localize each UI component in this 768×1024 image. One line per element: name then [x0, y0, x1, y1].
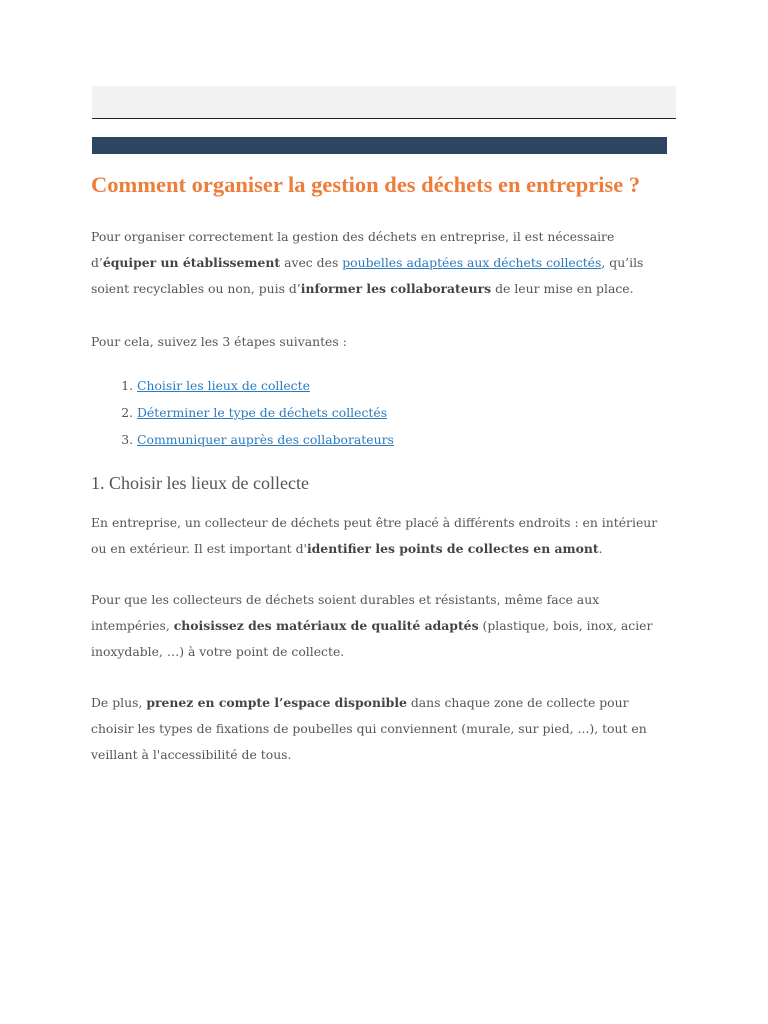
steps-list [91, 372, 675, 453]
article-title: Comment organiser la gestion des déchets en entreprise ? [91, 172, 641, 197]
s1p3-text-2: dans chaque zone de collecte pour choisir les types de fixations de poubelles qui conviennent (murale, sur pied, ...), tout en veillant à l'accessibilité de tous. [91, 695, 647, 762]
section-paragraph-3 [91, 690, 675, 768]
intro-text-4: de leur mise en place. [491, 281, 634, 296]
s1p2-bold: choisissez des matériaux de qualité adaptés [173, 618, 479, 633]
navigation-bar [92, 137, 667, 154]
s1p1-text-2: . [598, 541, 603, 556]
step-link-3[interactable]: Communiquer auprès des collaborateurs [137, 432, 394, 447]
step-link-2[interactable]: Déterminer le type de déchets collectés [137, 405, 388, 420]
steps-intro: Pour cela, suivez les 3 étapes suivantes : [91, 334, 347, 349]
intro-text-2: avec des [280, 255, 343, 270]
s1p2-text-1: Pour que les collecteurs de déchets soient durables et résistants, même face aux intempéries, [91, 592, 600, 633]
s1p1-text-1: En entreprise, un collecteur de déchets peut être placé à différents endroits : en intérieur ou en extérieur. Il est important d' [91, 515, 658, 556]
s1p2-text-2: (plastique, bois, inox, acier inoxydable, …) à votre point de collecte. [91, 618, 653, 659]
section-paragraph-2 [91, 587, 675, 665]
intro-paragraph [91, 224, 675, 302]
list-item [137, 426, 675, 453]
step-link-1[interactable]: Choisir les lieux de collecte [137, 378, 310, 393]
article-content [91, 170, 675, 768]
s1p1-bold: identifier les points de collectes en amont [306, 541, 599, 556]
intro-text-3: , qu’ils soient recyclables ou non, puis d’ [91, 255, 644, 296]
bins-link[interactable]: poubelles adaptées aux déchets collectés [342, 255, 602, 270]
s1p3-bold: prenez en compte l’espace disponible [146, 695, 407, 710]
header-search-bar [92, 86, 676, 119]
list-item [137, 372, 675, 399]
section-heading: 1. Choisir les lieux de collecte [91, 473, 309, 493]
intro-bold-2: informer les collaborateurs [300, 281, 492, 296]
section-paragraph-1 [91, 510, 675, 562]
intro-bold-1: équiper un établissement [102, 255, 281, 270]
list-item [137, 399, 675, 426]
s1p3-text-1: De plus, [91, 695, 147, 710]
intro-text-1: Pour organiser correctement la gestion des déchets en entreprise, il est nécessaire d’ [91, 229, 615, 270]
